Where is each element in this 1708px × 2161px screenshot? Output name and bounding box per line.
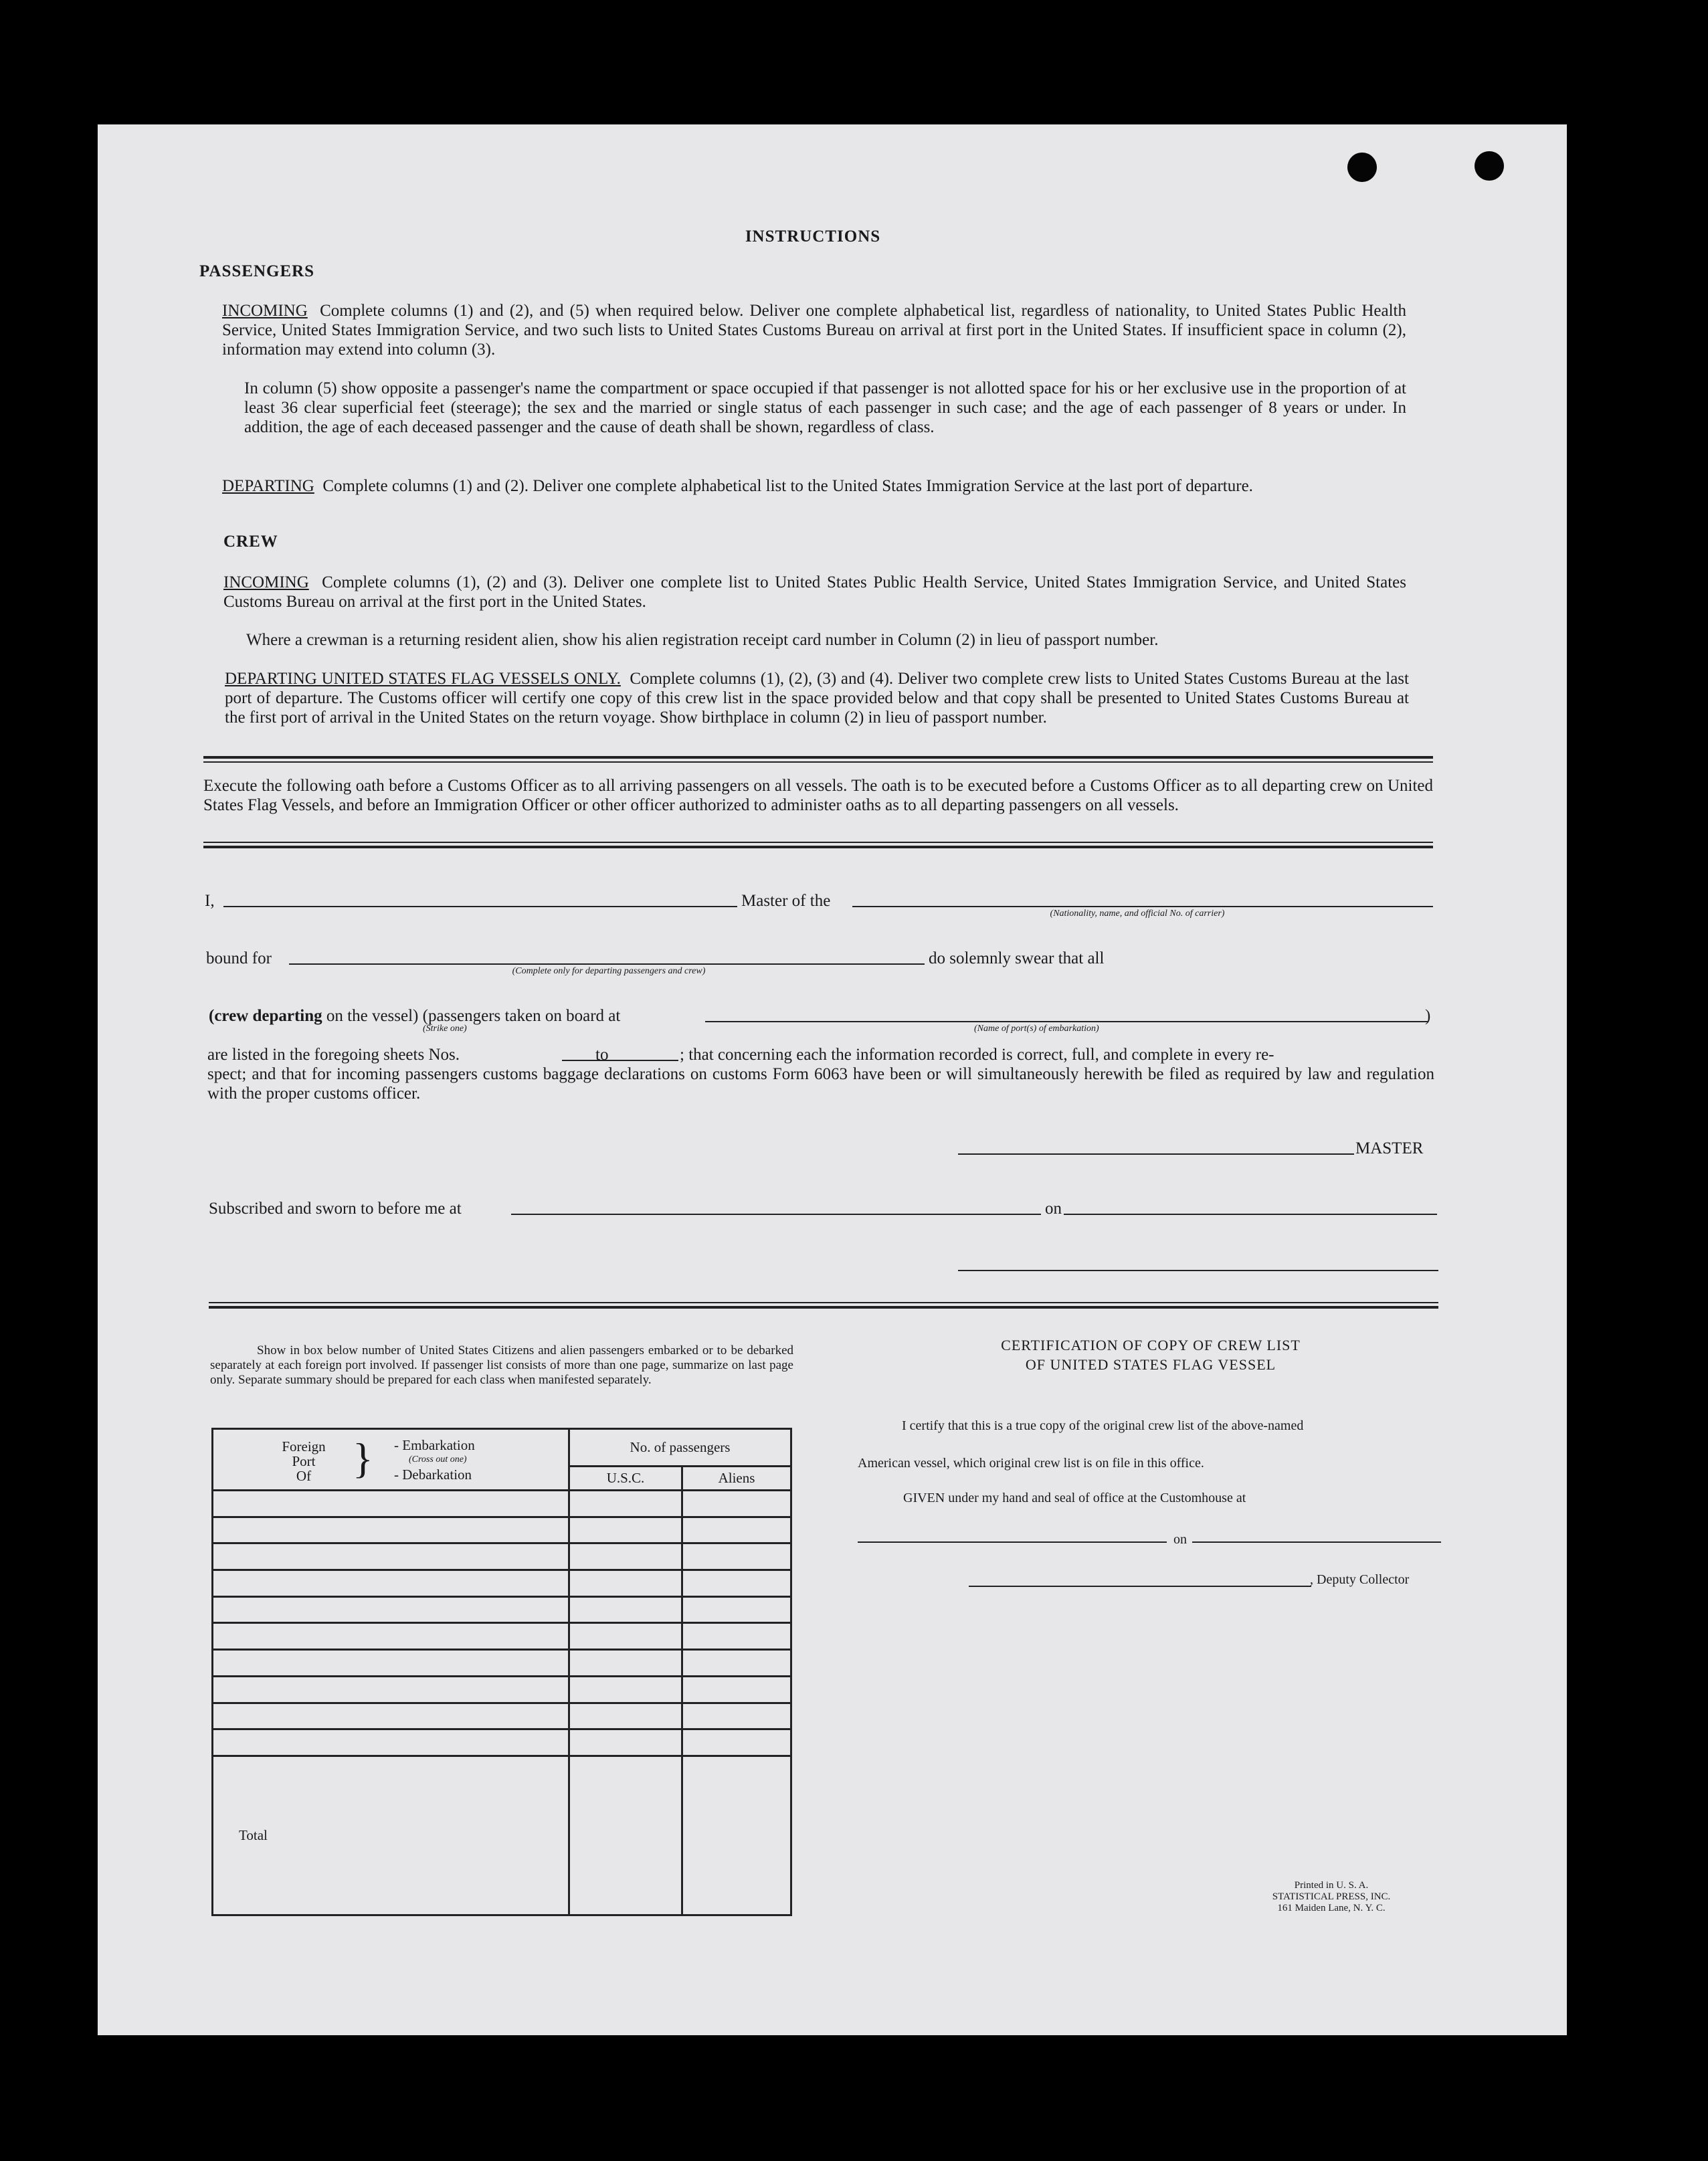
usc-cell[interactable] bbox=[569, 1650, 682, 1677]
table-row bbox=[213, 1623, 791, 1650]
aliens-cell[interactable] bbox=[682, 1570, 791, 1597]
divider bbox=[209, 1306, 1438, 1309]
port-cell[interactable] bbox=[213, 1517, 569, 1543]
total-aliens-cell[interactable] bbox=[682, 1756, 791, 1915]
port-cell[interactable] bbox=[213, 1491, 569, 1517]
aliens-cell[interactable] bbox=[682, 1729, 791, 1756]
subscribed-label: Subscribed and sworn to before me at bbox=[209, 1200, 462, 1218]
table-row bbox=[213, 1491, 791, 1517]
port-header-cell bbox=[213, 1429, 569, 1491]
passengers-departing-label: DEPARTING bbox=[222, 477, 314, 495]
usc-cell[interactable] bbox=[569, 1517, 682, 1543]
close-paren: ) bbox=[1425, 1007, 1431, 1025]
port-cell[interactable] bbox=[213, 1543, 569, 1570]
table-row bbox=[213, 1703, 791, 1729]
crew-departing-label: (crew departing bbox=[209, 1007, 322, 1025]
crew-passengers-line bbox=[209, 1006, 620, 1026]
aliens-cell[interactable] bbox=[682, 1650, 791, 1677]
crew-incoming-label: INCOMING bbox=[223, 573, 309, 591]
passengers-departing-paragraph bbox=[222, 476, 1406, 496]
passengers-incoming-label: INCOMING bbox=[222, 302, 308, 320]
total-label: Total bbox=[213, 1756, 569, 1915]
instructions-title: INSTRUCTIONS bbox=[745, 227, 881, 246]
usc-cell[interactable] bbox=[569, 1543, 682, 1570]
printer-imprint: Printed in U. S. A. STATISTICAL PRESS, INC. 161 Maiden Lane, N. Y. C. bbox=[1272, 1880, 1391, 1913]
table-row bbox=[213, 1676, 791, 1703]
bound-for-note: (Complete only for departing passengers and crew) bbox=[512, 966, 706, 976]
table-row bbox=[213, 1650, 791, 1677]
passengers-count-header: No. of passengers bbox=[569, 1429, 791, 1467]
divider bbox=[203, 761, 1433, 763]
aliens-cell[interactable] bbox=[682, 1596, 791, 1623]
deputy-signature-field[interactable] bbox=[969, 1586, 1311, 1587]
aliens-cell[interactable] bbox=[682, 1676, 791, 1703]
passengers-incoming-text: Complete columns (1) and (2), and (5) when required below. Deliver one complete alphabetical list, regardless of nationality, to United States Public Health Service, United States Immigration Service, and two such lists to United States Customs Bureau on arrival at first port in the United States. If insufficient space in column (2), information may extend into column (3). bbox=[222, 302, 1406, 359]
brace: } bbox=[353, 1434, 373, 1482]
nationality-note: (Nationality, name, and official No. of carrier) bbox=[1050, 909, 1225, 919]
ports-note: (Name of port(s) of embarkation) bbox=[974, 1024, 1099, 1034]
aliens-cell[interactable] bbox=[682, 1623, 791, 1650]
passenger-summary-table bbox=[211, 1428, 792, 1916]
aliens-header: Aliens bbox=[682, 1467, 791, 1491]
usc-cell[interactable] bbox=[569, 1623, 682, 1650]
port-cell[interactable] bbox=[213, 1703, 569, 1729]
listed-suffix: ; that concerning each the information recorded is correct, full, and complete in every re- bbox=[680, 1046, 1274, 1064]
listed-text: spect; and that for incoming passengers customs baggage declarations on customs Form 6063 have been or will simultaneously herewith be filed as required by law and regulation with the proper customs officer. bbox=[207, 1065, 1434, 1103]
total-usc-cell[interactable] bbox=[569, 1756, 682, 1915]
passengers-column5-text: In column (5) show opposite a passenger's name the compartment or space occupied if that passenger is not allotted space for his or her exclusive use in the proportion of at least 36 clear superficial feet (steerage); the sex and the married or single status of each passenger in such case; and the age of each passenger of 8 years or under. In addition, the age of each deceased passenger and the cause of death shall be shown, regardless of class. bbox=[244, 379, 1406, 436]
usc-cell[interactable] bbox=[569, 1729, 682, 1756]
bound-for-field[interactable] bbox=[289, 963, 925, 965]
crew-departing-paragraph bbox=[225, 669, 1409, 727]
passengers-incoming-paragraph bbox=[222, 301, 1406, 359]
port-cell[interactable] bbox=[213, 1623, 569, 1650]
aliens-cell[interactable] bbox=[682, 1517, 791, 1543]
swear-label: do solemnly swear that all bbox=[929, 949, 1105, 967]
crew-departing-label: DEPARTING UNITED STATES FLAG VESSELS ONLY. bbox=[225, 670, 621, 688]
master-label: MASTER bbox=[1355, 1139, 1424, 1157]
crew-heading: CREW bbox=[223, 533, 278, 551]
deputy-collector-label: , Deputy Collector bbox=[1310, 1572, 1410, 1587]
sheet-from-field[interactable] bbox=[562, 1060, 624, 1061]
sworn-date-field[interactable] bbox=[1064, 1214, 1437, 1215]
strike-note: (Strike one) bbox=[423, 1024, 467, 1034]
port-cell[interactable] bbox=[213, 1596, 569, 1623]
sheet-to-field[interactable] bbox=[617, 1060, 678, 1061]
embark-debark-label: - Embarkation (Cross out one) - Debarkation bbox=[394, 1437, 475, 1483]
american-vessel-text: American vessel, which original crew list is on file in this office. bbox=[858, 1456, 1204, 1471]
port-cell[interactable] bbox=[213, 1570, 569, 1597]
port-cell[interactable] bbox=[213, 1650, 569, 1677]
certify-text: I certify that this is a true copy of the original crew list of the above-named bbox=[902, 1418, 1304, 1433]
crew-incoming-text: Complete columns (1), (2) and (3). Deliver one complete list to United States Public Health Service, United States Immigration Service, and United States Customs Bureau on arrival at the first port in the United States. bbox=[223, 573, 1406, 611]
table-row bbox=[213, 1543, 791, 1570]
crew-resident-text: Where a crewman is a returning resident alien, show his alien registration receipt card number in Column (2) in lieu of passport number. bbox=[246, 631, 1159, 649]
port-cell[interactable] bbox=[213, 1676, 569, 1703]
master-of-the-label: Master of the bbox=[741, 892, 831, 910]
aliens-cell[interactable] bbox=[682, 1491, 791, 1517]
total-row bbox=[213, 1756, 791, 1915]
certification-title: CERTIFICATION OF COPY OF CREW LIST OF UNITED STATES FLAG VESSEL bbox=[1001, 1337, 1301, 1373]
punch-hole bbox=[1347, 153, 1377, 182]
crew-incoming-paragraph bbox=[223, 573, 1406, 612]
usc-cell[interactable] bbox=[569, 1570, 682, 1597]
officer-signature-field[interactable] bbox=[958, 1270, 1438, 1271]
customhouse-field[interactable] bbox=[858, 1541, 1167, 1543]
bound-for-label: bound for bbox=[206, 949, 272, 967]
table-row bbox=[213, 1570, 791, 1597]
cert-on-label: on bbox=[1173, 1532, 1187, 1547]
aliens-cell[interactable] bbox=[682, 1703, 791, 1729]
divider bbox=[203, 842, 1433, 843]
punch-hole bbox=[1475, 151, 1504, 181]
usc-cell[interactable] bbox=[569, 1676, 682, 1703]
port-cell[interactable] bbox=[213, 1729, 569, 1756]
i-label: I, bbox=[205, 892, 215, 910]
divider bbox=[203, 756, 1433, 759]
carrier-field[interactable] bbox=[852, 906, 1433, 907]
table-row bbox=[213, 1729, 791, 1756]
divider bbox=[203, 846, 1433, 848]
usc-cell[interactable] bbox=[569, 1703, 682, 1729]
foreign-port-label: Foreign Port Of bbox=[282, 1438, 326, 1484]
sworn-place-field[interactable] bbox=[511, 1214, 1041, 1215]
cert-date-field[interactable] bbox=[1192, 1541, 1441, 1543]
divider bbox=[209, 1302, 1438, 1303]
on-label: on bbox=[1045, 1200, 1062, 1218]
usc-cell[interactable] bbox=[569, 1596, 682, 1623]
master-name-field[interactable] bbox=[223, 906, 737, 907]
passengers-departing-text: Complete columns (1) and (2). Deliver one complete alphabetical list to the United States Immigration Service at the last port of departure. bbox=[322, 477, 1253, 495]
master-signature-field[interactable] bbox=[958, 1153, 1354, 1155]
passengers-heading: PASSENGERS bbox=[199, 262, 315, 280]
given-text: GIVEN under my hand and seal of office at the Customhouse at bbox=[903, 1491, 1246, 1505]
crew-departing-text: Complete columns (1), (2), (3) and (4). Deliver two complete crew lists to United States Customs Bureau at the last port of departure. The Customs officer will certify one copy of this crew list in the space provided below and that copy shall be presented to United States Customs Bureau at the first port of arrival in the United States on the return voyage. Show birthplace in column (2) in lieu of passport number. bbox=[225, 670, 1409, 727]
embarkation-ports-field[interactable] bbox=[705, 1021, 1428, 1022]
summary-instructions: Show in box below number of United States Citizens and alien passengers embarked or to be debarked separately at each foreign port involved. If passenger list consists of more than one page, summarize on last page only. Separate summary should be prepared for each class when manifested separately. bbox=[210, 1343, 793, 1387]
listed-prefix: are listed in the foregoing sheets Nos. bbox=[207, 1046, 460, 1064]
usc-header: U.S.C. bbox=[569, 1467, 682, 1491]
on-vessel-label: on the vessel) (passengers taken on board at bbox=[326, 1007, 621, 1025]
usc-cell[interactable] bbox=[569, 1491, 682, 1517]
table-row bbox=[213, 1517, 791, 1543]
table-row bbox=[213, 1596, 791, 1623]
aliens-cell[interactable] bbox=[682, 1543, 791, 1570]
oath-intro: Execute the following oath before a Customs Officer as to all arriving passengers on all vessels. The oath is to be executed before a Customs Officer as to all departing crew on United States Flag Vessels, and before an Immigration Officer or other officer authorized to administer oaths as to all departing passengers on all vessels. bbox=[203, 777, 1433, 814]
to-label: to bbox=[595, 1046, 609, 1064]
